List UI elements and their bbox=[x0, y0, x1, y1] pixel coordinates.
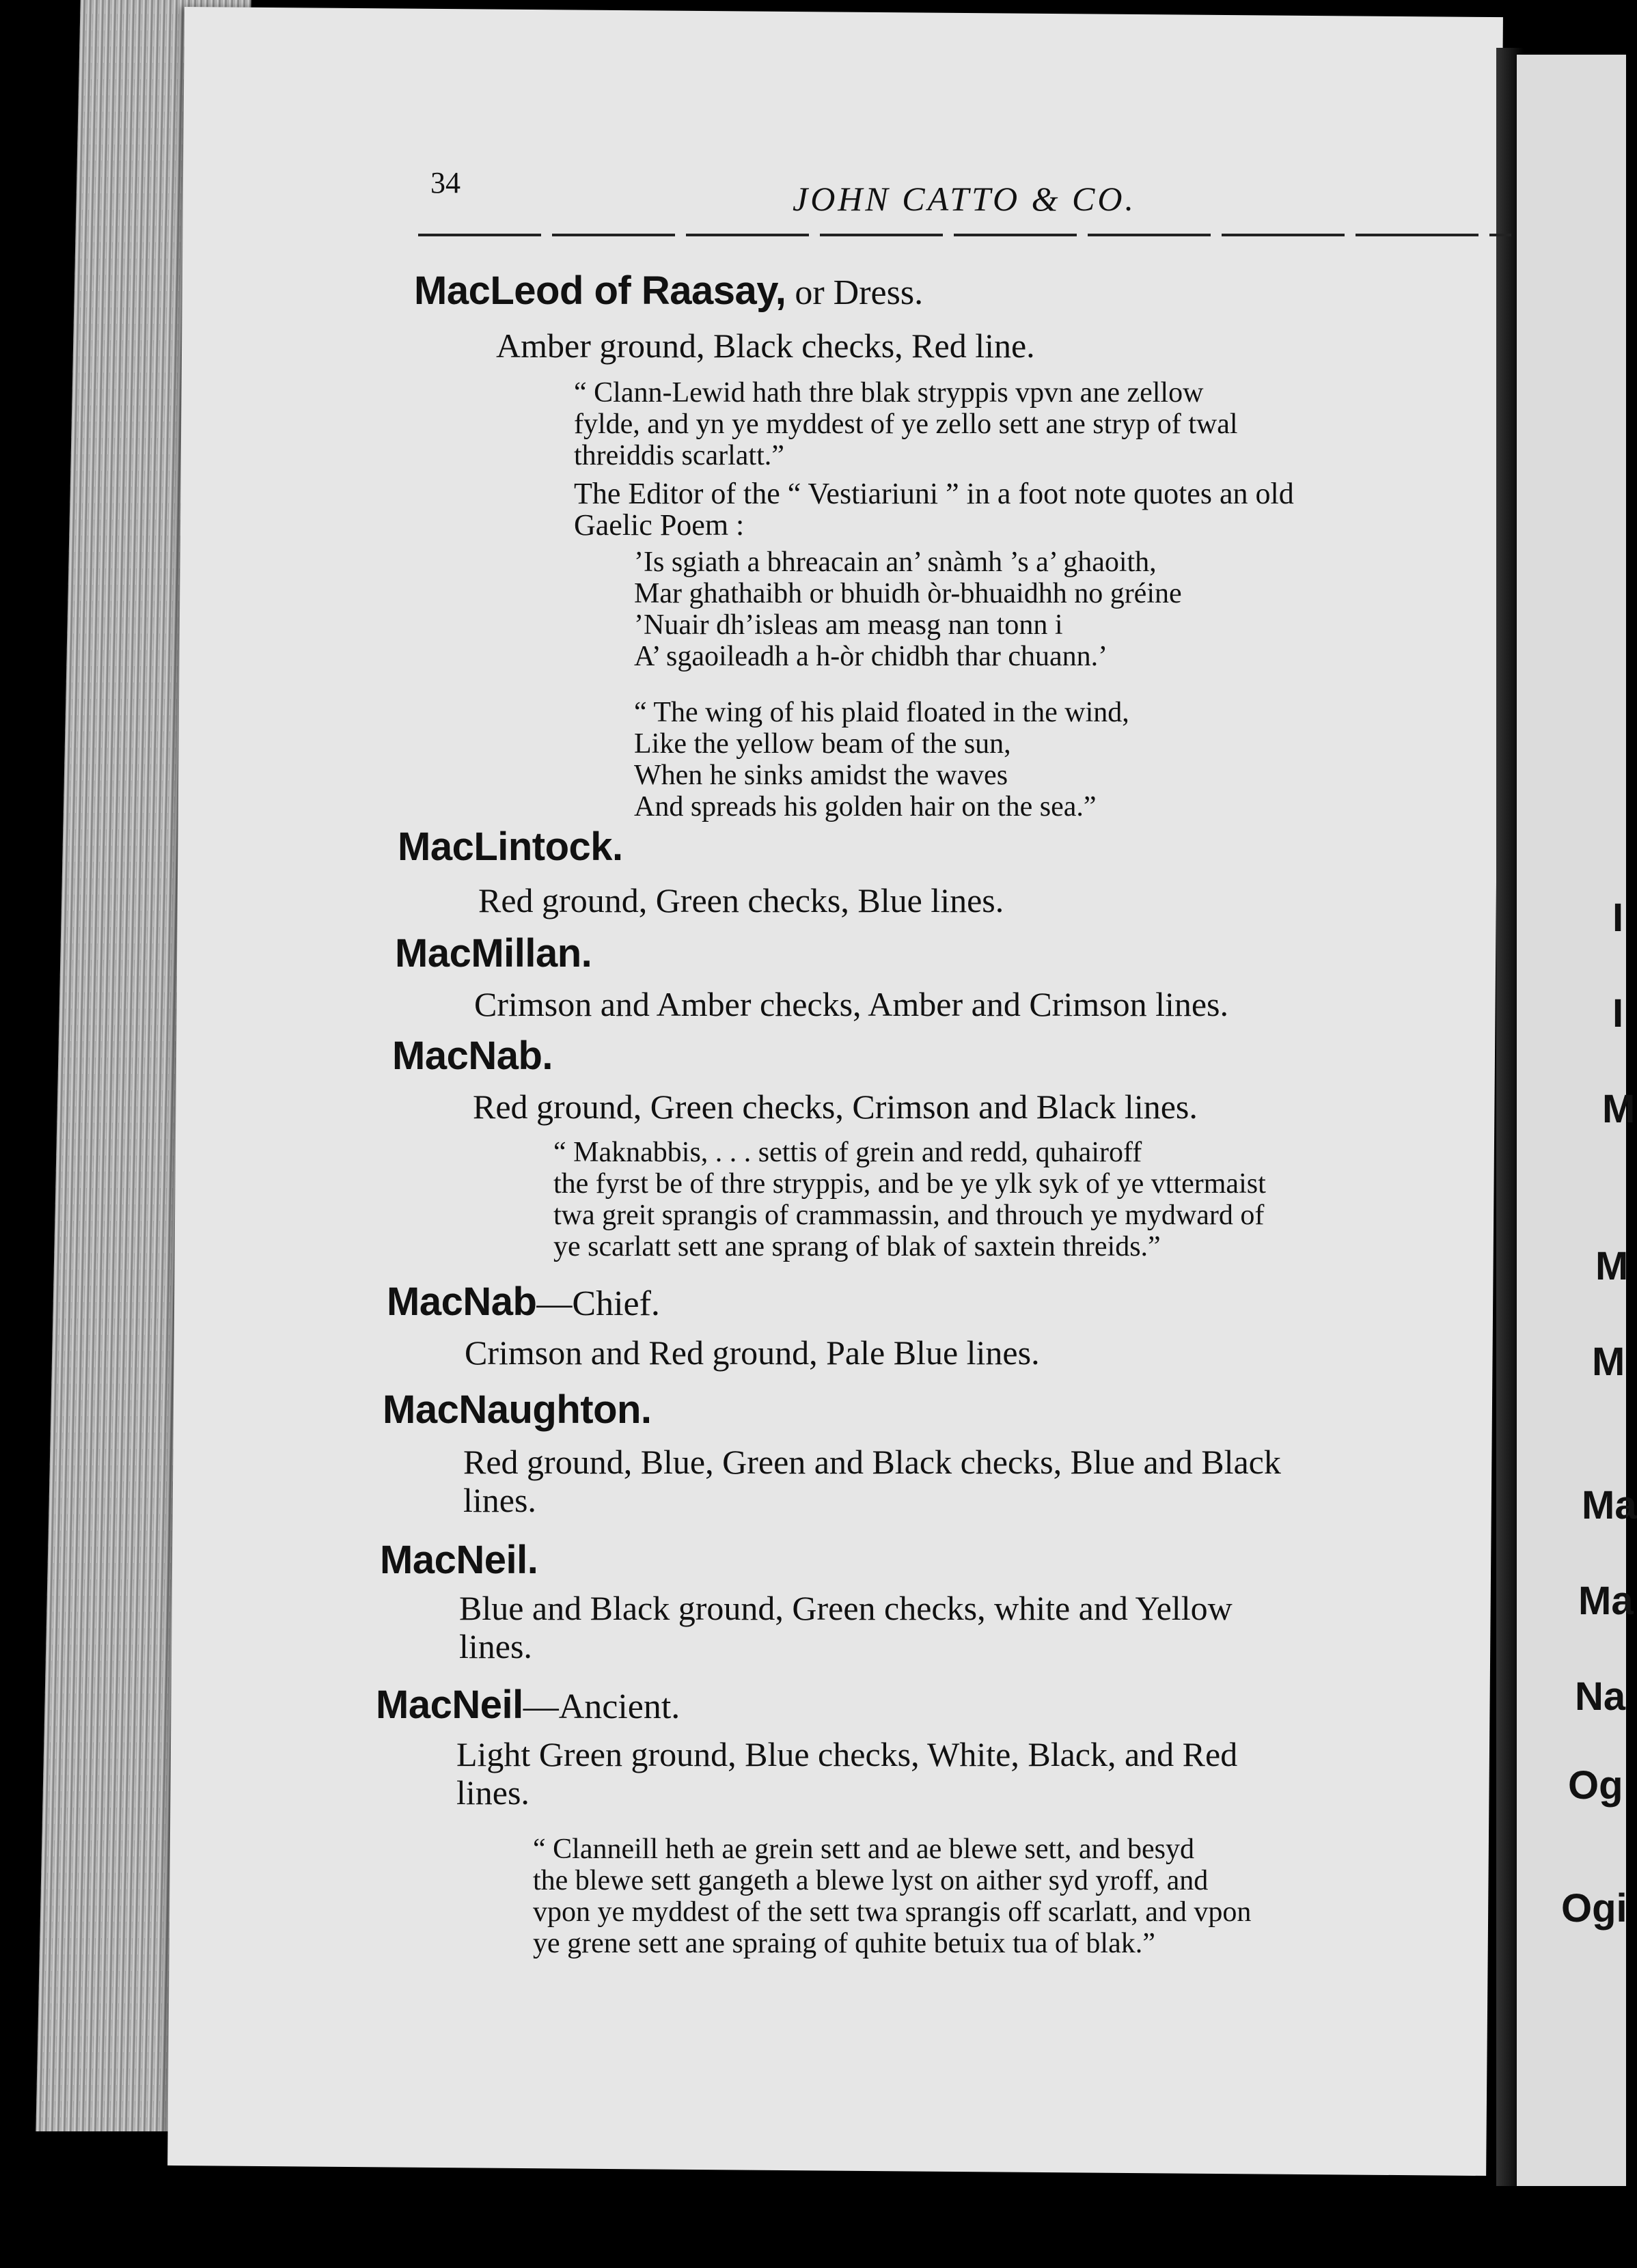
next-page-fragment: M bbox=[1592, 1340, 1625, 1384]
entry-heading: MacMillan. bbox=[395, 931, 592, 976]
next-page-fragment: I bbox=[1612, 896, 1624, 940]
entry-quote: “ Clanneill heth ae grein sett and ae blewe sett, and besyd the blewe sett gangeth a blewe lyst on aither syd yroff, and vpon ye myddest of the sett twa sprangis off scarlatt, and vpon ye grene sett ane spraing of quhite betuix tua of blak.” bbox=[533, 1834, 1252, 1959]
entry-description: Amber ground, Black checks, Red line. bbox=[496, 327, 1035, 365]
next-page-fragment: Og bbox=[1568, 1763, 1623, 1808]
next-page-fragment: I bbox=[1612, 991, 1624, 1036]
next-page-fragment: Ma bbox=[1578, 1579, 1634, 1623]
next-page-fragment: M bbox=[1595, 1244, 1629, 1288]
next-page-fragment: Ma bbox=[1582, 1483, 1637, 1527]
poem-gaelic: ’Is sgiath a bhreacain an’ snàmh ’s a’ ghaoith, Mar ghathaibh or bhuidh òr-bhuaidhh no gréine ’Nuair dh’isleas am measg nan tonn i A’ sgaoileadh a h-òr chidbh thar chuann.’ bbox=[634, 547, 1182, 672]
entry-name-tail: —Chief. bbox=[536, 1284, 660, 1323]
poem-english: “ The wing of his plaid floated in the wind, Like the yellow beam of the sun, When he sinks amidst the waves And spreads his golden hair on the sea.” bbox=[634, 697, 1129, 822]
header-rule bbox=[418, 234, 1511, 236]
entry-description: Red ground, Green checks, Blue lines. bbox=[478, 881, 1004, 919]
entry-name: MacNab bbox=[387, 1280, 537, 1324]
entry-description: Red ground, Blue, Green and Black checks, Blue and Black lines. bbox=[463, 1443, 1281, 1519]
next-page-fragment: Ogi bbox=[1561, 1886, 1627, 1931]
entry-description: Light Green ground, Blue checks, White, Black, and Red lines. bbox=[456, 1735, 1238, 1812]
running-header: JOHN CATTO & CO. bbox=[793, 180, 1136, 218]
entry-name-tail: —Ancient. bbox=[523, 1687, 680, 1726]
entry-name-tail: or Dress. bbox=[786, 273, 924, 312]
entry-heading bbox=[387, 1279, 660, 1325]
entry-description: Red ground, Green checks, Crimson and Black lines. bbox=[473, 1088, 1198, 1126]
entry-quote: “ Maknabbis, . . . settis of grein and redd, quhairoff the fyrst be of thre stryppis, and be ye ylk syk of ye vttermaist twa greit sprangis of crammassin, and throuch ye mydward of ye scarlatt sett ane sprang of blak of saxtein threids.” bbox=[553, 1137, 1266, 1262]
entry-heading: MacLintock. bbox=[398, 825, 623, 869]
entry-name: MacNeil bbox=[376, 1683, 523, 1727]
entry-heading bbox=[414, 268, 923, 314]
entry-heading bbox=[376, 1682, 680, 1728]
entry-heading: MacNeil. bbox=[380, 1538, 538, 1582]
entry-description: Blue and Black ground, Green checks, white and Yellow lines. bbox=[459, 1589, 1233, 1665]
entry-quote: “ Clann-Lewid hath thre blak stryppis vpvn ane zellow fylde, and yn ye myddest of ye zello sett ane stryp of twal threiddis scarlatt.” bbox=[574, 377, 1238, 471]
editor-note: The Editor of the “ Vestiariuni ” in a foot note quotes an old Gaelic Poem : bbox=[574, 477, 1294, 542]
entry-heading: MacNaughton. bbox=[383, 1387, 652, 1432]
entry-description: Crimson and Amber checks, Amber and Crimson lines. bbox=[474, 985, 1229, 1023]
next-page-fragment: Na bbox=[1575, 1674, 1626, 1719]
entry-name: MacLeod of Raasay, bbox=[414, 268, 786, 313]
entry-description: Crimson and Red ground, Pale Blue lines. bbox=[465, 1333, 1040, 1372]
next-page-fragment: M bbox=[1602, 1087, 1636, 1131]
page-number: 34 bbox=[430, 166, 460, 199]
entry-heading: MacNab. bbox=[392, 1034, 553, 1078]
